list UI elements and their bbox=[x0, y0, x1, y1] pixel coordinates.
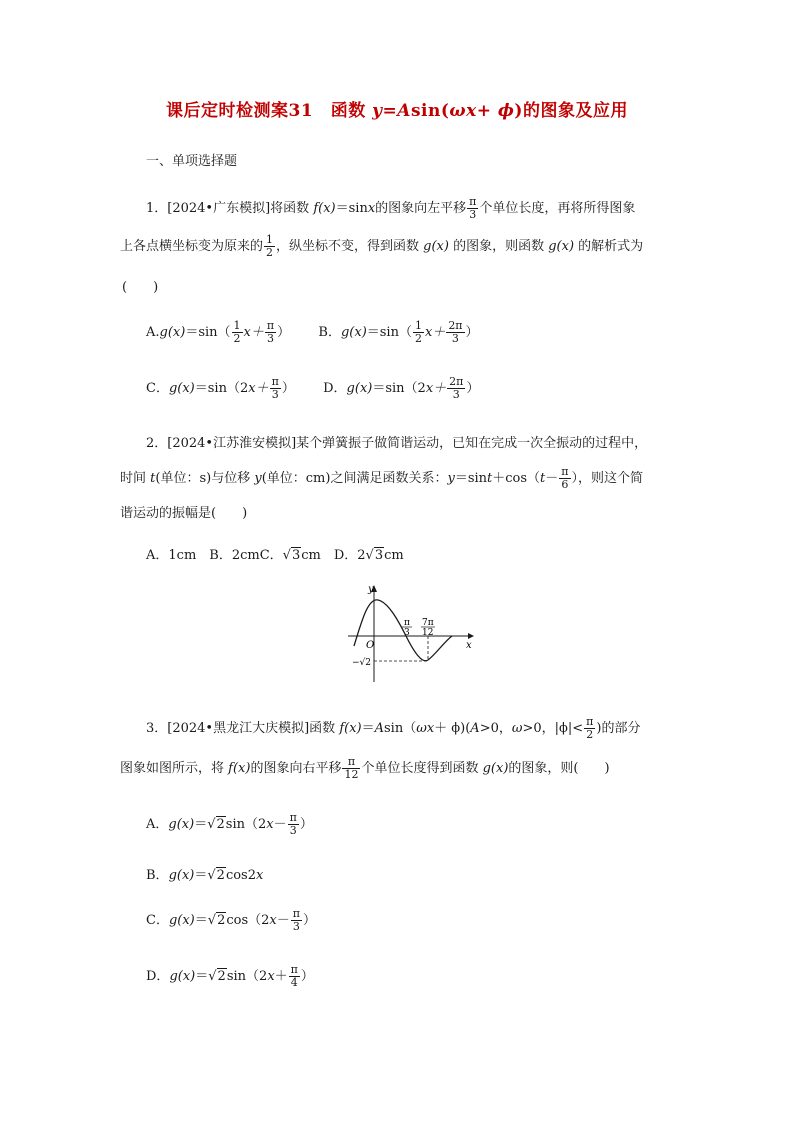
tick-7pi12-den: 12 bbox=[422, 628, 434, 638]
q1-line3: ( ) bbox=[122, 280, 159, 295]
q2-options: A．1cm B．2cmC．√3cm D．2√3cm bbox=[146, 548, 404, 563]
origin-label: O bbox=[366, 640, 375, 651]
page-title: 课后定时检测案31 函数 y=Asin(ωx+ ϕ)的图象及应用 bbox=[166, 101, 628, 121]
x-axis-arrow bbox=[468, 633, 474, 639]
q1-option-cd bbox=[146, 376, 479, 401]
min-value-label: −√2 bbox=[352, 658, 372, 668]
q1-option-a: A.g(x)＝sin（ $\frac{1}{2}$ x＋ $\frac{\pi}{3}$ ） bbox=[146, 319, 291, 345]
q3-option-d: D．g(x)＝√2sin（2x＋ $\frac{\pi}{4}$ ） bbox=[146, 963, 314, 989]
tick-pi3-den: 3 bbox=[404, 628, 410, 638]
q1-option-d: D．g(x)＝sin（2x＋ $\frac{2\pi}{3}$ ） bbox=[323, 375, 480, 401]
q1-option-c: C．g(x)＝sin（2x＋ $\frac{\pi}{3}$ ） bbox=[146, 375, 295, 401]
section-heading: 一、单项选择题 bbox=[146, 154, 238, 169]
x-axis-label: x bbox=[466, 640, 472, 651]
q3-line2: 图象如图所示，将 f(x)的图象向右平移 $\frac{\pi}{12}$ 个单位长度得到函数 g(x)的图象，则( ) bbox=[120, 755, 610, 781]
q3-line1: 3．[2024•黑龙江大庆模拟]函数 f(x)＝Asin（ωx＋ ϕ)(A>0，ω>0，|ϕ|< $\frac{\pi}{2}$ )的部分 bbox=[146, 715, 641, 741]
q2-line2: 时间 t(单位：s)与位移 y(单位：cm)之间满足函数关系：y＝sint＋cos（t－ $\frac{\pi}{6}$ ），则这个简 bbox=[120, 465, 644, 491]
q3-option-b: B．g(x)＝√2cos2x bbox=[146, 868, 264, 883]
y-axis-label: y bbox=[368, 584, 374, 595]
fraction: $\frac{1}{2}$ bbox=[266, 233, 274, 259]
sine-graph bbox=[340, 580, 480, 690]
fraction: $\frac{\pi}{3}$ bbox=[469, 195, 477, 221]
q3-option-a: A．g(x)＝√2sin（2x－ $\frac{\pi}{3}$ ） bbox=[146, 811, 313, 837]
tick-pi3-num: π bbox=[404, 618, 410, 628]
q1-option-ab bbox=[146, 320, 479, 345]
tick-7pi12-num: 7π bbox=[422, 618, 434, 628]
sine-curve bbox=[354, 600, 452, 661]
q2-line1: 2．[2024•江苏淮安模拟]某个弹簧振子做简谐运动，已知在完成一次全振动的过程中， bbox=[146, 436, 648, 451]
q1-line2: 上各点横坐标变为原来的 $\frac{1}{2}$ ，纵坐标不变，得到函数 g(x) 的图象，则函数 g(x) 的解析式为 bbox=[120, 233, 644, 259]
q1-line1: 1．[2024•广东模拟]将函数 f(x)＝sinx的图象向左平移 $\frac{\pi}{3}$ 个单位长度，再将所得图象 bbox=[146, 195, 636, 221]
q2-line3: 谐运动的振幅是( ) bbox=[120, 506, 248, 521]
q3-option-c: C．g(x)＝√2cos（2x－ $\frac{\pi}{3}$ ） bbox=[146, 907, 317, 933]
q1-option-b: B．g(x)＝sin（ $\frac{1}{2}$ x＋ $\frac{2\pi}{3}$ ） bbox=[318, 319, 479, 345]
